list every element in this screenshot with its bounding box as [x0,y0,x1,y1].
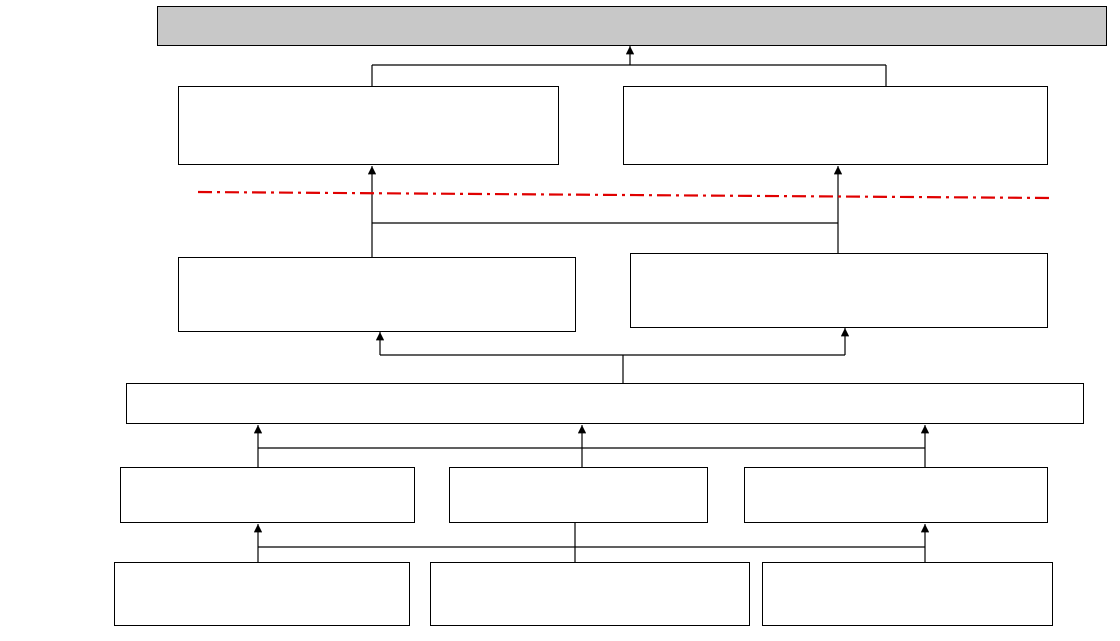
input-human-resources [430,562,750,626]
accountability-line [198,192,1052,198]
input-information-technology [762,562,1053,626]
activity-administer [120,467,415,523]
ultimate-outcome-box [157,6,1107,46]
intermediate-outcome-collaborate [178,86,559,165]
immediate-outcome-partnerships [178,257,576,332]
immediate-outcome-knowledge [630,253,1048,328]
output-box [126,383,1084,424]
activity-engage [449,467,708,523]
activity-measure [744,467,1048,523]
intermediate-outcome-access [623,86,1048,165]
input-program-budget [114,562,410,626]
